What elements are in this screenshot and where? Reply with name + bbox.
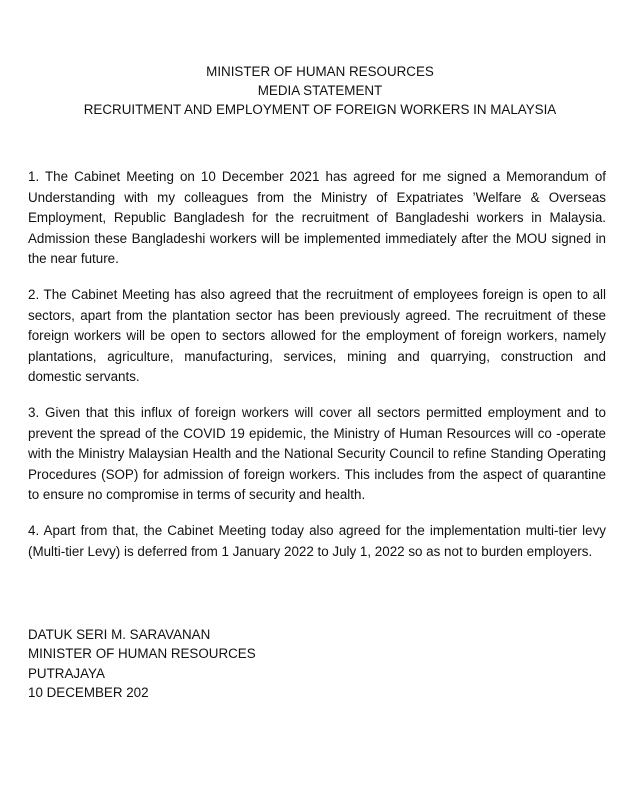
statement-subject: RECRUITMENT AND EMPLOYMENT OF FOREIGN WORKERS IN MALAYSIA (83, 102, 557, 117)
statement-header (0, 62, 640, 119)
paragraph-1: 1. The Cabinet Meeting on 10 December 2021 has agreed for me signed a Memorandum of Understanding with my colleagues from the Ministry of Expatriates ’Welfare & Overseas Employment, Republic Bangladesh for the recruitment of Bangladeshi workers in Malaysia. Admission these Bangladeshi workers will be implemented immediately after the MOU signed in the near future. (28, 169, 606, 267)
paragraph-3: 3. Given that this influx of foreign workers will cover all sectors permitted employment and to prevent the spread of the COVID 19 epidemic, the Ministry of Human Resources will co -operate with the Ministry Malaysian Health and the National Security Council to refine Standing Operating Procedures (SOP) for admission of foreign workers. This includes from the aspect of quarantine to ensure no compromise in terms of security and health. (28, 404, 606, 503)
signatory-name: DATUK SERI M. SARAVANAN (28, 627, 211, 642)
signature-place: PUTRAJAYA (28, 665, 105, 681)
ministry-title: MINISTER OF HUMAN RESOURCES (206, 64, 434, 79)
paragraph-4: 4. Apart from that, the Cabinet Meeting today also agreed for the implementation multi-tier levy (Multi-tier Levy) is deferred from 1 January 2022 to July 1, 2022 so as not to burden employers. (28, 522, 606, 559)
signature-block (28, 625, 256, 703)
signature-date: 10 DECEMBER 202 (28, 685, 149, 701)
paragraph-2: 2. The Cabinet Meeting has also agreed that the recruitment of employees foreign is open to all sectors, apart from the plantation sector has been previously agreed. The recruitment of these foreign workers will be open to sectors allowed for the employment of foreign workers, namely plantations, agriculture, manufacturing, services, mining and quarrying, construction and domestic servants. (28, 286, 606, 385)
statement-body (28, 167, 606, 577)
statement-type: MEDIA STATEMENT (257, 83, 383, 98)
signatory-title: MINISTER OF HUMAN RESOURCES (28, 646, 256, 662)
